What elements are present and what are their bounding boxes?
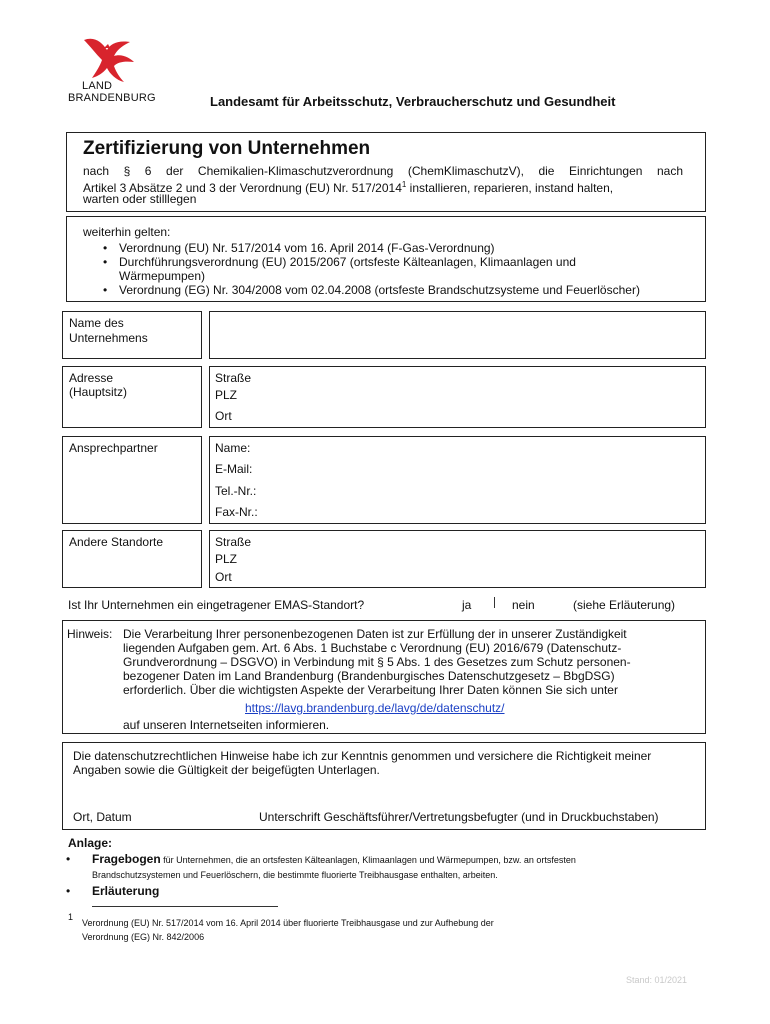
regulation-item: • Verordnung (EU) Nr. 517/2014 vom 16. April 2014 (F-Gas-Verordnung) — [119, 241, 689, 255]
contact-tel-label: Tel.-Nr.: — [215, 484, 257, 498]
privacy-label: Hinweis: — [67, 627, 113, 641]
title-text-1: nach § 6 der Chemikalien-Klimaschutzverordnung (ChemKlimaschutzV), die Einrichtungen nach — [83, 164, 683, 178]
regulations-box — [66, 216, 706, 302]
contact-field[interactable] — [209, 436, 706, 524]
emas-no-option[interactable]: nein — [512, 598, 535, 612]
street-label: Straße — [215, 371, 252, 385]
title-text-3: warten oder stilllegen — [83, 192, 197, 206]
address-label-1: Adresse — [69, 371, 114, 385]
city-label: Ort — [215, 409, 232, 423]
attachments-heading: Anlage: — [68, 836, 113, 850]
attachment-bullet-1: • — [66, 852, 71, 866]
declaration-line-2: Angaben sowie die Gültigkeit der beigefügten Unterlagen. — [73, 763, 380, 777]
emas-question: Ist Ihr Unternehmen ein eingetragener EMAS-Standort? — [68, 598, 365, 612]
privacy-line-4: bezogener Daten im Land Brandenburg (Brandenburgisches Datenschutzgesetz – BbgDSG) — [123, 669, 615, 683]
privacy-link[interactable]: https://lavg.brandenburg.de/lavg/de/datenschutz/ — [245, 701, 505, 715]
privacy-line-1: Die Verarbeitung Ihrer personenbezogenen Daten ist zur Erfüllung der in unserer Zuständigkeit — [123, 627, 627, 641]
declaration-box — [62, 742, 706, 830]
place-date-label: Ort, Datum — [73, 810, 132, 824]
contact-email-label: E-Mail: — [215, 462, 253, 476]
footnote-ref: 1 — [401, 180, 407, 189]
company-label-2: Unternehmens — [69, 331, 148, 345]
company-label-1: Name des — [69, 316, 124, 330]
regulations-list — [83, 241, 689, 297]
contact-name-label: Name: — [215, 441, 251, 455]
attachment-item-1-text-a: für Unternehmen, die an ortsfesten Kälteanlagen, Klimaanlagen und Wärmepumpen, bzw. an ortsfesten — [160, 855, 576, 865]
footnote-line-2: Verordnung (EG) Nr. 842/2006 — [82, 932, 205, 942]
company-label-box — [62, 311, 202, 359]
footnote-number: 1 — [68, 912, 74, 922]
eagle-icon — [80, 34, 140, 84]
title-box — [66, 132, 706, 212]
address-field[interactable] — [209, 366, 706, 428]
other-label-box — [62, 530, 202, 588]
other-label: Andere Standorte — [69, 535, 164, 549]
emas-note: (siehe Erläuterung) — [573, 598, 676, 612]
regulation-item: • Durchführungsverordnung (EU) 2015/2067 (ortsfeste Kälteanlagen, Klimaanlagen und Wärmepumpen) — [119, 255, 629, 283]
privacy-line-2: liegenden Aufgaben gem. Art. 6 Abs. 1 Buchstabe c Verordnung (EU) 2016/679 (Datenschutz- — [123, 641, 622, 655]
signature-label: Unterschrift Geschäftsführer/Vertretungsbefugter (und in Druckbuchstaben) — [259, 810, 659, 824]
privacy-line-3: Grundverordnung – DSGVO) in Verbindung mit § 5 Abs. 1 des Gesetzes zum Schutz personen- — [123, 655, 631, 669]
address-label-2: (Hauptsitz) — [69, 385, 128, 399]
zip-label: PLZ — [215, 388, 238, 402]
other-locations-field[interactable] — [209, 530, 706, 588]
other-street-label: Straße — [215, 535, 252, 549]
other-city-label: Ort — [215, 570, 232, 584]
title-text-2b: installieren, reparieren, instand halten, — [406, 181, 614, 195]
attachment-bullet-2: • — [66, 884, 71, 898]
attachment-item-1 — [92, 852, 692, 867]
contact-fax-label: Fax-Nr.: — [215, 505, 258, 519]
declaration-line-1: Die datenschutzrechtlichen Hinweise habe ich zur Kenntnis genommen und versichere die Richtigkeit meiner — [73, 749, 652, 763]
privacy-line-5: erforderlich. Über die wichtigsten Aspekte der Verarbeitung Ihrer Daten können Sie sich unter — [123, 683, 618, 697]
emas-separator — [494, 597, 495, 608]
contact-label-box — [62, 436, 202, 524]
footnote-line-1: Verordnung (EU) Nr. 517/2014 vom 16. April 2014 über fluorierte Treibhausgase und zur Aufhebung der — [82, 918, 494, 928]
emas-yes-option[interactable]: ja — [462, 598, 472, 612]
page-title: Zertifizierung von Unternehmen — [83, 138, 371, 159]
regulation-item: • Verordnung (EG) Nr. 304/2008 vom 02.04.2008 (ortsfeste Brandschutzsysteme und Feuerlöscher) — [119, 283, 709, 297]
contact-label: Ansprechpartner — [69, 441, 158, 455]
privacy-line-6: auf unseren Internetseiten informieren. — [123, 718, 330, 732]
title-text-2a: Artikel 3 Absätze 2 und 3 der Verordnung (EU) Nr. 517/2014 — [83, 181, 402, 195]
company-name-field[interactable] — [209, 311, 706, 359]
logo-line-1: LAND — [82, 80, 113, 92]
other-zip-label: PLZ — [215, 552, 238, 566]
footnote-divider — [92, 906, 278, 907]
logo — [68, 34, 168, 106]
version-stamp: Stand: 01/2021 — [626, 975, 688, 985]
attachment-item-1-text-b: Brandschutzsystemen und Feuerlöschern, die bestimmte fluorierte Treibhausgase enthalten, arbeiten. — [92, 870, 498, 880]
attachment-item-1-title: Fragebogen — [92, 852, 161, 866]
attachment-item-2-title: Erläuterung — [92, 884, 160, 898]
logo-line-2: BRANDENBURG — [68, 92, 156, 104]
address-label-box — [62, 366, 202, 428]
agency-name: Landesamt für Arbeitsschutz, Verbraucherschutz und Gesundheit — [210, 94, 616, 109]
privacy-box — [62, 620, 706, 734]
regulations-intro: weiterhin gelten: — [83, 225, 171, 239]
